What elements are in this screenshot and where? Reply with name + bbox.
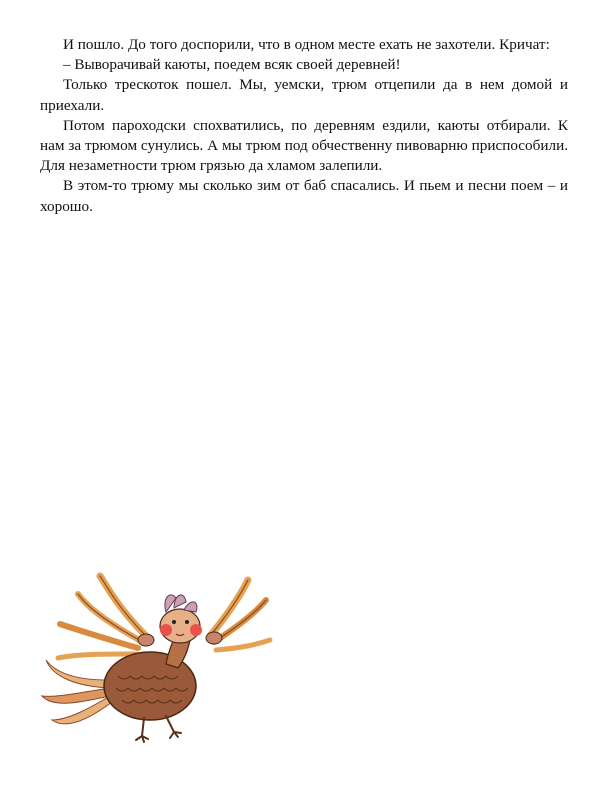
page-text xyxy=(40,35,568,217)
left-eye xyxy=(172,620,176,624)
bird-illustration xyxy=(38,568,274,760)
tail xyxy=(42,660,112,724)
right-eye xyxy=(185,620,189,624)
left-wing xyxy=(58,576,148,658)
paragraph-3: Только трескоток пошел. Мы, уемски, трюм отцепили да в нем домой и приехали. xyxy=(40,76,568,114)
left-cheek xyxy=(160,624,172,636)
paragraph-1: И пошло. До того доспорили, что в одном месте ехать не захотели. Кричат: xyxy=(63,36,550,53)
paragraph-4: Потом пароходски спохватились, по деревням ездили, каюты отбирали. К нам за трюмом сунулись. А мы трюм под обчественну пивоварню приспособили. Для незаметности трюм грязью да хламом залепили. xyxy=(40,116,568,175)
paragraph-5: В этом-то трюму мы сколько зим от баб спасались. И пьем и песни поем – и хорошо. xyxy=(40,177,568,215)
right-hand xyxy=(206,632,222,644)
paragraph-2: – Выворачивай каюты, поедем всяк своей деревней! xyxy=(63,56,401,74)
left-hand xyxy=(138,634,154,646)
right-cheek xyxy=(190,624,202,636)
